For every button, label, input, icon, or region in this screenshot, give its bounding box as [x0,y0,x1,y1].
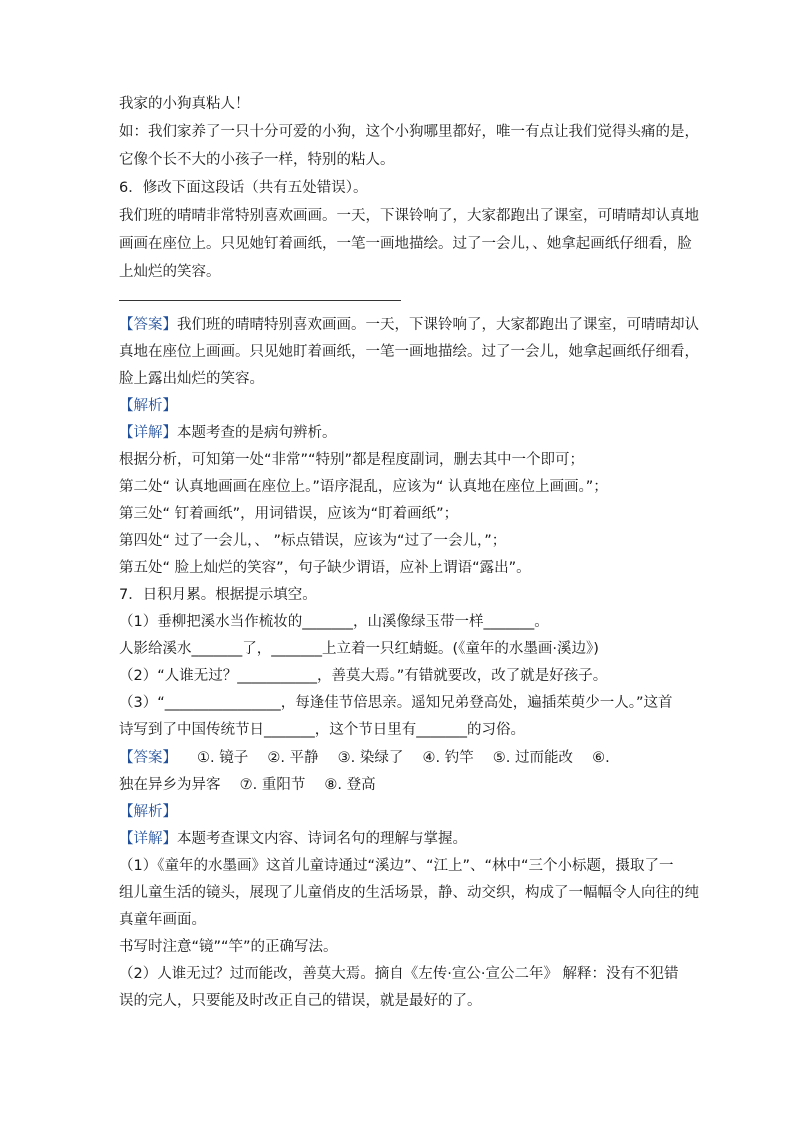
text-line: 人影给溪水_______了，_______上立着一只红蜻蜓。(《童年的水墨画·溪边》) [119,641,599,657]
text-line: 第三处“ 钉着画纸”，用词错误，应该为“盯着画纸”； [119,506,459,522]
answer-tag: 【答案】 [119,750,177,766]
answer-tag: 【答案】 [119,317,177,333]
text-line: 脸上露出灿烂的笑容。 [119,371,264,387]
analysis-tag: 【解析】 [119,804,177,820]
detail-text: 本题考查的是病句辨析。 [177,425,337,441]
text-line: 根据分析，可知第一处“非常”“特别”都是程度副词，删去其中一个即可； [119,452,585,468]
text-line: （3）“________________，每逢佳节倍思亲。遥知兄弟登高处，遍插茱萸少一人。”这首 [119,695,673,711]
answer-text: 我们班的晴晴特别喜欢画画。一天，下课铃响了，大家都跑出了课室，可晴晴却认 [177,317,699,333]
text-line: （2）人谁无过？过而能改，善莫大焉。摘自《左传·宣公·宣公二年》 解释：没有不犯错 [119,966,679,982]
text-line: 我家的小狗真粘人！ [119,96,250,112]
text-line: （1）《童年的水墨画》这首儿童诗通过“溪边”、“江上”、“林中“三个小标题，摄取了一 [119,858,674,874]
answer-line [119,315,699,335]
detail-tag: 【详解】 [119,425,177,441]
question-heading: 7．日积月累。根据提示填空。 [119,587,317,603]
text-line: 书写时注意“镜”“竿”的正确写法。 [119,939,338,955]
detail-tag: 【详解】 [119,831,177,847]
text-line: 画画在座位上。只见她钉着画纸，一笔一画地描绘。过了一会儿，、她拿起画纸仔细看，脸 [119,236,692,252]
answer-blank-line [119,300,401,301]
detail-line [119,423,337,443]
text-line: 组儿童生活的镜头，展现了儿童俏皮的生活场景，静、动交织，构成了一幅幅令人向往的纯 [119,885,699,901]
text-line: （2）“人谁无过？___________，善莫大焉。”有错就要改，改了就是好孩子。 [119,668,608,684]
text-line: 第五处“ 脸上灿烂的笑容”，句子缺少谓语，应补上谓语“露出”。 [119,560,531,576]
text-line: 真地在座位上画画。只见她盯着画纸，一笔一画地描绘。过了一会儿，她拿起画纸仔细看， [119,344,699,360]
text-line: 它像个长不大的小孩子一样，特别的粘人。 [119,152,395,168]
text-line: 第二处“ 认真地画画在座位上。”语序混乱，应该为“ 认真地在座位上画画。”； [119,479,608,495]
text-line: 第四处“ 过了一会儿，、 ”标点错误，应该为“过了一会儿，”； [119,533,507,549]
text-line: 上灿烂的笑容。 [119,264,221,280]
text-line: 如：我们家养了一只十分可爱的小狗，这个小狗哪里都好，唯一有点让我们觉得头痛的是， [119,124,699,140]
detail-line [119,829,467,849]
text-line: （1）垂柳把溪水当作梳妆的_______，山溪像绿玉带一样_______。 [119,614,549,630]
text-line: 误的完人，只要能及时改正自己的错误，就是最好的了。 [119,993,482,1009]
detail-text: 本题考查课文内容、诗词名句的理解与掌握。 [177,831,467,847]
text-line: 独在异乡为异客 ⑦. 重阳节 ⑧. 登高 [119,777,376,793]
answer-line [119,748,610,768]
analysis-tag: 【解析】 [119,398,177,414]
question-heading: 6．修改下面这段话（共有五处错误）。 [119,180,368,196]
text-line: 真童年画面。 [119,912,206,928]
answer-text: ①. 镜子 ②. 平静 ③. 染绿了 ④. 钓竿 ⑤. 过而能改 ⑥. [197,750,610,766]
text-line: 诗写到了中国传统节日_______，这个节日里有_______的习俗。 [119,722,525,738]
text-line: 我们班的晴晴非常特别喜欢画画。一天，下课铃响了，大家都跑出了课室，可晴晴却认真地 [119,208,699,224]
